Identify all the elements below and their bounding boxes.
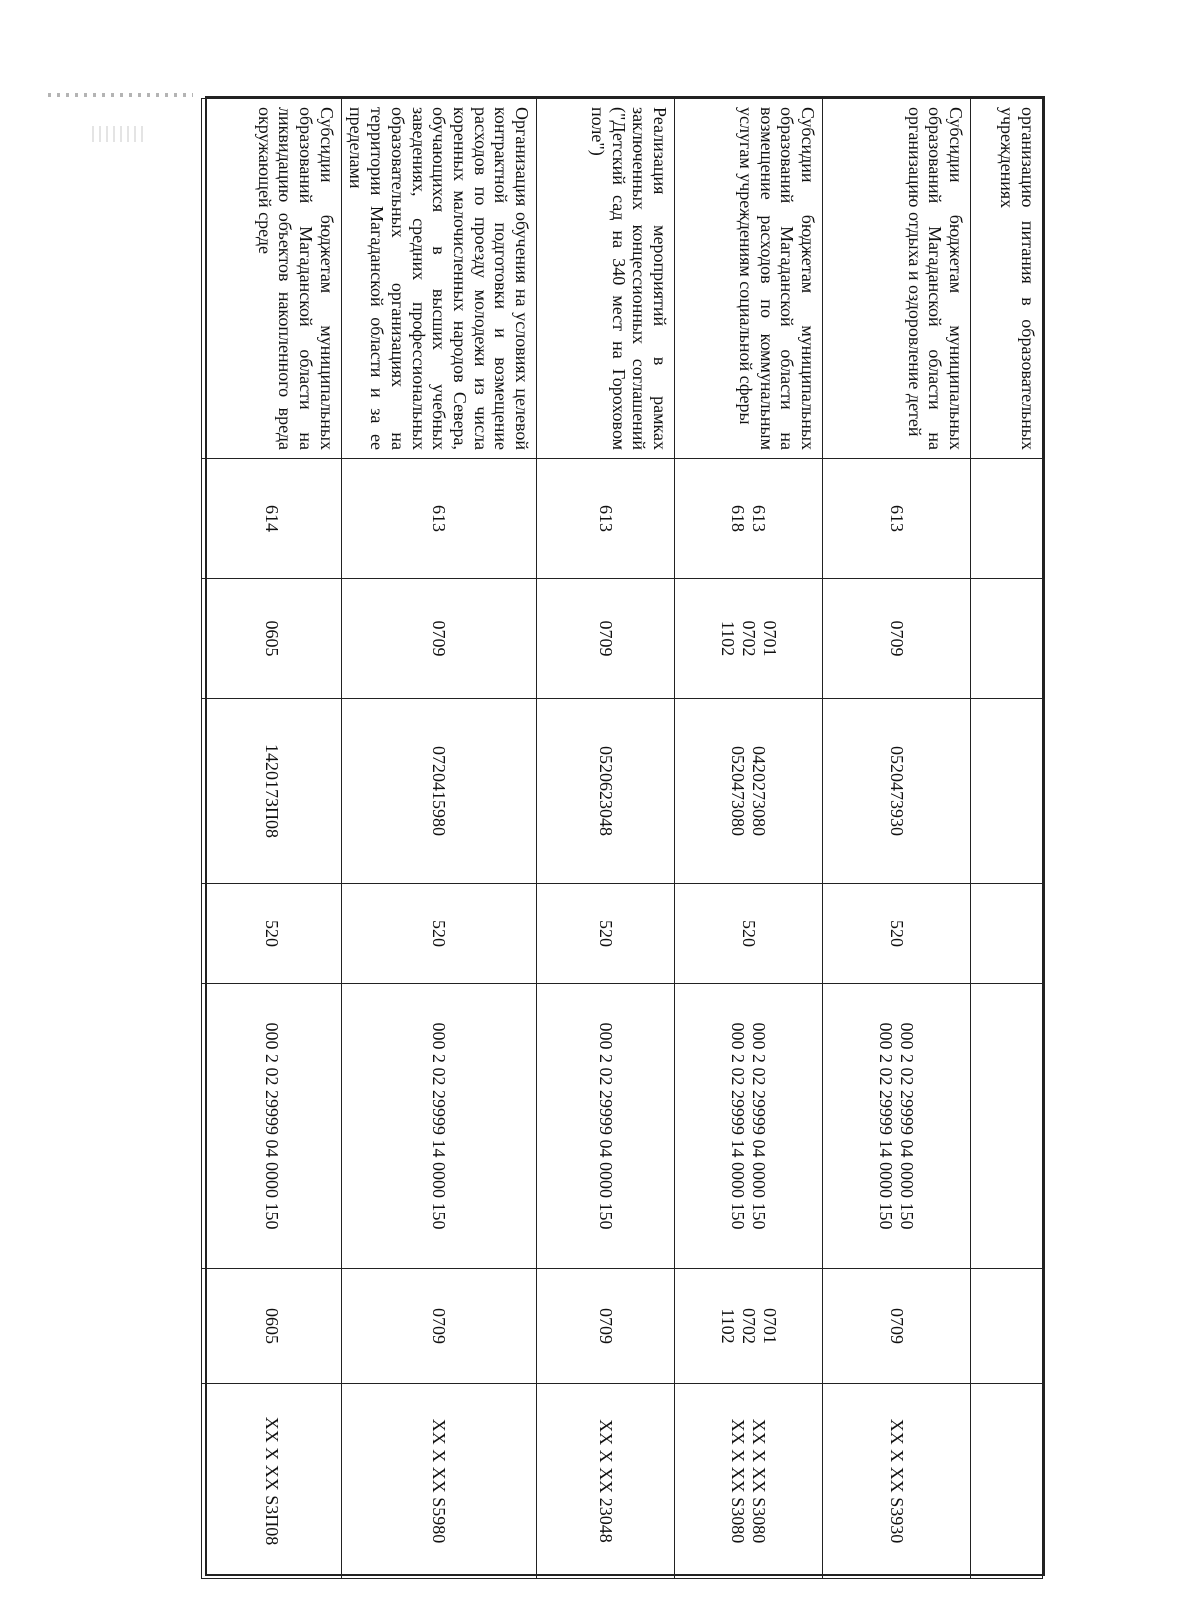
code-line: 0605 (261, 1308, 282, 1344)
code-cell (201, 699, 341, 884)
row-description: Реализация мероприятий в рамках заключенных концессионных соглашений ("Детский сад на 340 мест на Гороховом поле") (537, 99, 675, 459)
code-line: 520 (738, 920, 759, 947)
table-row (823, 99, 971, 1579)
code-cell (971, 884, 1043, 984)
code-line: 0702 (738, 1308, 759, 1344)
table-row (675, 99, 823, 1579)
code-cell (341, 884, 536, 984)
code-cell (201, 884, 341, 984)
code-line: 0701 (759, 1308, 780, 1344)
code-cell (341, 1269, 536, 1384)
code-line: 520 (261, 920, 282, 947)
code-cell (675, 1269, 823, 1384)
code-cell (537, 579, 675, 699)
code-cell (341, 984, 536, 1269)
code-line: 0520473080 (728, 746, 749, 836)
code-line: 618 (728, 505, 749, 532)
code-line: 520 (886, 920, 907, 947)
code-line: 614 (261, 505, 282, 532)
code-line: 000 2 02 29999 04 0000 150 (749, 1022, 770, 1230)
code-cell (823, 884, 971, 984)
code-cell (823, 579, 971, 699)
code-cell (971, 1269, 1043, 1384)
code-line: XX X XX S3П08 (261, 1416, 282, 1546)
code-line: 0520473930 (886, 746, 907, 836)
code-cell (201, 1384, 341, 1579)
code-line: XX X XX S5980 (429, 1418, 450, 1544)
code-line: XX X XX S3930 (886, 1418, 907, 1544)
code-cell (341, 579, 536, 699)
row-description: организацию питания в образовательных учреждениях (971, 99, 1043, 459)
code-cell (971, 459, 1043, 579)
row-description: Субсидии бюджетам муниципальных образований Магаданской области на ликвидацию объектов накопленного вреда окружающей среде (201, 99, 341, 459)
code-cell (201, 984, 341, 1269)
subsidy-codes-table (201, 98, 1043, 1579)
code-cell (675, 984, 823, 1269)
code-line: 0709 (886, 1308, 907, 1344)
code-line: 000 2 02 29999 14 0000 150 (728, 1022, 749, 1230)
table-row (971, 99, 1043, 1579)
code-line: XX X XX S3080 (749, 1418, 770, 1544)
code-line: 0702 (738, 620, 759, 657)
code-cell (201, 579, 341, 699)
code-cell (201, 459, 341, 579)
code-line: 520 (595, 920, 616, 947)
code-line: 000 2 02 29999 14 0000 150 (876, 1022, 897, 1230)
table-row (537, 99, 675, 1579)
code-cell (341, 699, 536, 884)
code-line: 0420273080 (749, 746, 770, 836)
code-cell (537, 984, 675, 1269)
code-cell (823, 1384, 971, 1579)
code-line: 000 2 02 29999 04 0000 150 (897, 1022, 918, 1230)
code-line: 0709 (595, 620, 616, 657)
code-cell (675, 884, 823, 984)
code-cell (971, 984, 1043, 1269)
code-cell (537, 1269, 675, 1384)
code-cell (537, 699, 675, 884)
code-line: 1102 (718, 1308, 739, 1344)
code-cell (971, 579, 1043, 699)
code-line: 000 2 02 29999 04 0000 150 (595, 1022, 616, 1230)
code-cell (823, 459, 971, 579)
row-description: Субсидии бюджетам муниципальных образований Магаданской области на возмещение расходов по коммунальным услугам учреждениям социальной сферы (675, 99, 823, 459)
code-cell (823, 1269, 971, 1384)
code-cell (537, 884, 675, 984)
rotated-table-page (205, 96, 1045, 1576)
code-cell (201, 1269, 341, 1384)
code-line: 613 (749, 505, 770, 532)
code-line: 0709 (429, 620, 450, 657)
code-line: 1102 (718, 620, 739, 657)
code-line: 613 (429, 505, 450, 532)
code-line: 0520623048 (595, 746, 616, 836)
code-line: 000 2 02 29999 04 0000 150 (261, 1022, 282, 1230)
code-line: 0709 (429, 1308, 450, 1344)
code-cell (675, 699, 823, 884)
code-line: XX X XX S3080 (728, 1418, 749, 1544)
row-description: Субсидии бюджетам муниципальных образований Магаданской области на организацию отдыха и оздоровление детей (823, 99, 971, 459)
code-cell (823, 699, 971, 884)
code-cell (971, 1384, 1043, 1579)
scan-noise (92, 126, 147, 142)
code-line: 142017ЗП08 (261, 743, 282, 839)
code-line: 0709 (886, 620, 907, 657)
code-cell (971, 699, 1043, 884)
code-line: 613 (886, 505, 907, 532)
table-row (201, 99, 341, 1579)
scan-noise (48, 93, 193, 97)
code-line: 520 (429, 920, 450, 947)
code-line: 613 (595, 505, 616, 532)
code-line: 000 2 02 29999 14 0000 150 (429, 1022, 450, 1230)
code-line: 0605 (261, 620, 282, 657)
code-cell (675, 579, 823, 699)
code-line: XX X XX 23048 (595, 1419, 616, 1543)
code-cell (341, 459, 536, 579)
code-cell (341, 1384, 536, 1579)
code-cell (675, 1384, 823, 1579)
code-cell (675, 459, 823, 579)
row-description: Организация обучения на условиях целевой контрактной подготовки и возмещение расходов по проезду молодежи из числа коренных малочисленных народов Севера, обучающихся в высших учебных заведениях, средних профессиональных образовательных организациях на территории Магаданской области и за ее пределами (341, 99, 536, 459)
table-row (341, 99, 536, 1579)
code-cell (823, 984, 971, 1269)
code-cell (537, 1384, 675, 1579)
code-line: 0709 (595, 1308, 616, 1344)
code-line: 0720415980 (429, 746, 450, 836)
code-cell (537, 459, 675, 579)
code-line: 0701 (759, 620, 780, 657)
